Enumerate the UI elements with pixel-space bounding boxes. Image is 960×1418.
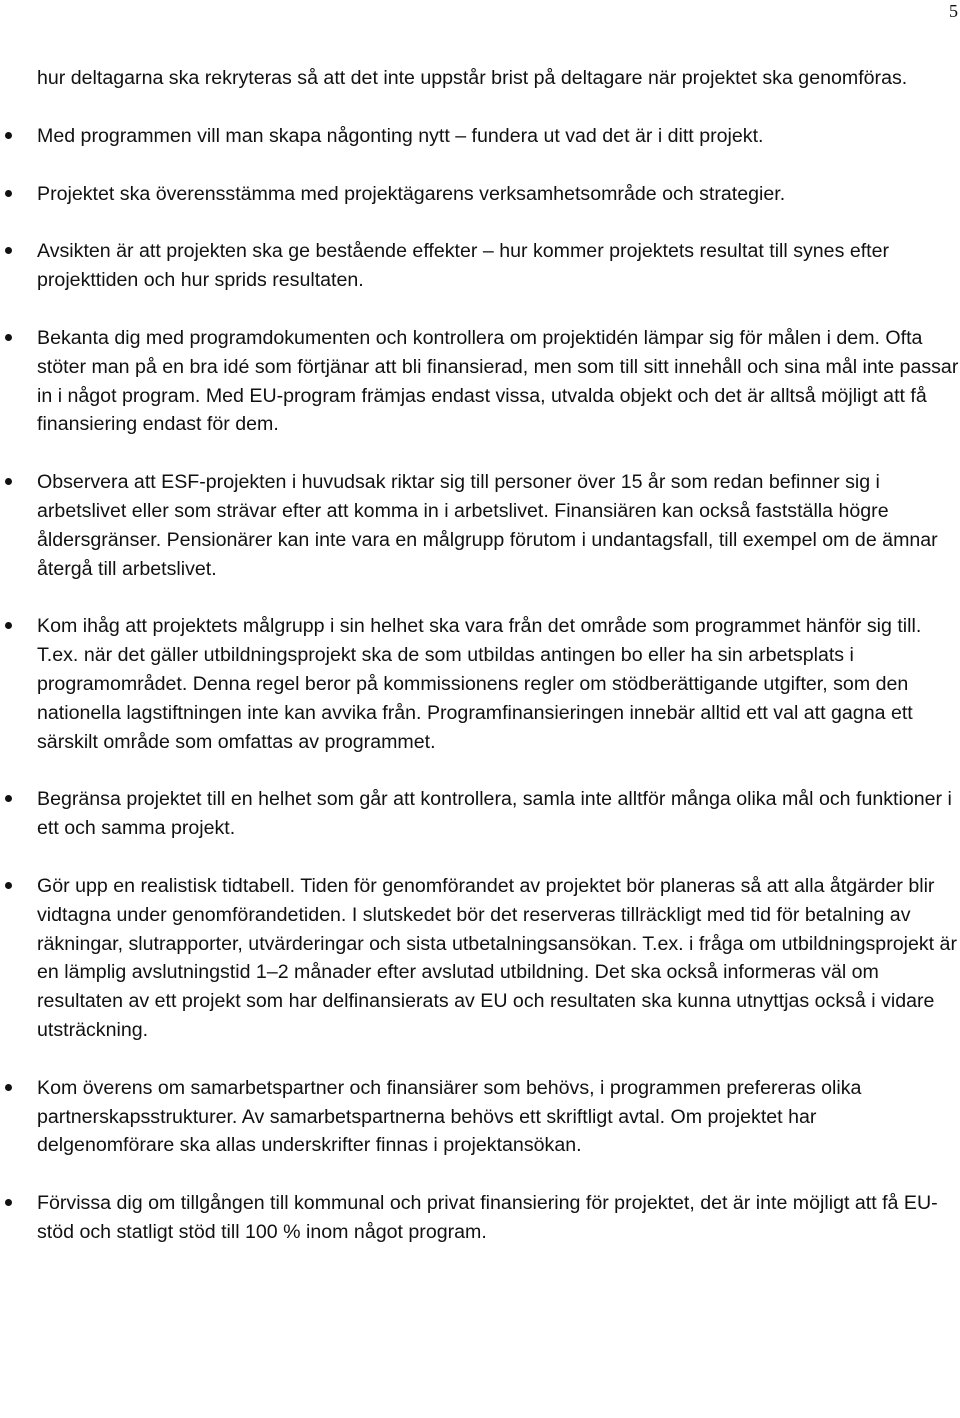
bullet-item [37,612,959,756]
page-number: 5 [949,1,958,21]
bullet-text: Begränsa projektet till en helhet som går att kontrollera, samla inte alltför många olika mål och funktioner i ett och samma projekt. [37,788,952,840]
bullet-text: Gör upp en realistisk tidtabell. Tiden för genomförandet av projektet bör planeras så att alla åtgärder blir vidtagna under genomförandetiden. I slutskedet bör det reserveras tillräckligt med tid för betalning av räkningar, slutrapporter, utvärderingar och sista utbetalningsansökan. T.ex. i fråga om utbildningsprojekt är en lämplig avslutningstid 1–2 månader efter avslutad utbildning. Det ska också informeras väl om resultaten av ett projekt som har delfinansierats av EU och resultaten ska kunna utnyttjas också i vidare utsträckning. [37,874,957,1041]
bullet-item [37,1189,959,1247]
bullet-list [37,122,959,1247]
bullet-icon [5,478,12,485]
bullet-text: Kom ihåg att projektets målgrupp i sin helhet ska vara från det område som programmet hänför sig till. T.ex. när det gäller utbildningsprojekt ska de som utbildas antingen bo eller ha sin arbetsplats i programområdet. Denna regel beror på kommissionens regler om stödberättigande utgifter, som den nationella lagstiftningen inte kan avvika från. Programfinansieringen innebär alltid ett val att gagna ett särskilt område som omfattas av programmet. [37,615,922,753]
bullet-icon [5,132,12,139]
bullet-text: Bekanta dig med programdokumenten och kontrollera om projektidén lämpar sig för målen i dem. Ofta stöter man på en bra idé som förtjänar att bli finansierad, men som till sitt innehåll och sina mål inte passar in i något program. Med EU-program främjas endast vissa, utvalda objekt och det är alltså möjligt att få finansiering endast för dem. [37,326,959,436]
bullet-text: Projektet ska överensstämma med projektägarens verksamhetsområde och strategier. [37,182,786,205]
bullet-text: Förvissa dig om tillgången till kommunal och privat finansiering för projektet, det är inte möjligt att få EU-stöd och statligt stöd till 100 % inom något program. [37,1192,938,1243]
bullet-item [37,785,959,843]
lead-paragraph: hur deltagarna ska rekryteras så att det inte uppstår brist på deltagare när projektet ska genomföras. [37,67,908,89]
bullet-icon [5,334,12,341]
bullet-icon [5,1199,12,1206]
bullet-icon [5,622,12,629]
bullet-icon [5,795,12,802]
bullet-item [37,122,959,151]
bullet-item [37,1074,959,1160]
bullet-icon [5,882,12,889]
bullet-item [37,872,959,1045]
bullet-item [37,237,959,295]
bullet-item [37,324,959,439]
bullet-item [37,180,959,209]
bullet-item [37,468,959,583]
bullet-icon [5,247,12,254]
document-body [37,64,959,1276]
bullet-icon [5,1084,12,1091]
bullet-text: Kom överens om samarbetspartner och finansiärer som behövs, i programmen prefereras olika partnerskapsstrukturer. Av samarbetspartnerna behövs ett skriftligt avtal. Om projektet har delgenomförare ska allas underskrifter finnas i projektansökan. [37,1076,862,1157]
bullet-icon [5,190,12,197]
bullet-text: Avsikten är att projekten ska ge bestående effekter – hur kommer projektets resultat till synes efter projekttiden och hur sprids resultaten. [37,240,890,292]
bullet-text: Observera att ESF-projekten i huvudsak riktar sig till personer över 15 år som redan befinner sig i arbetslivet eller som strävar efter att komma in i arbetslivet. Finansiären kan också fastställa högre åldersgränser. Pensionärer kan inte vara en målgrupp förutom i undantagsfall, till exempel om de ämnar återgå till arbetslivet. [37,471,938,580]
bullet-text: Med programmen vill man skapa någonting nytt – fundera ut vad det är i ditt projekt. [37,124,764,147]
